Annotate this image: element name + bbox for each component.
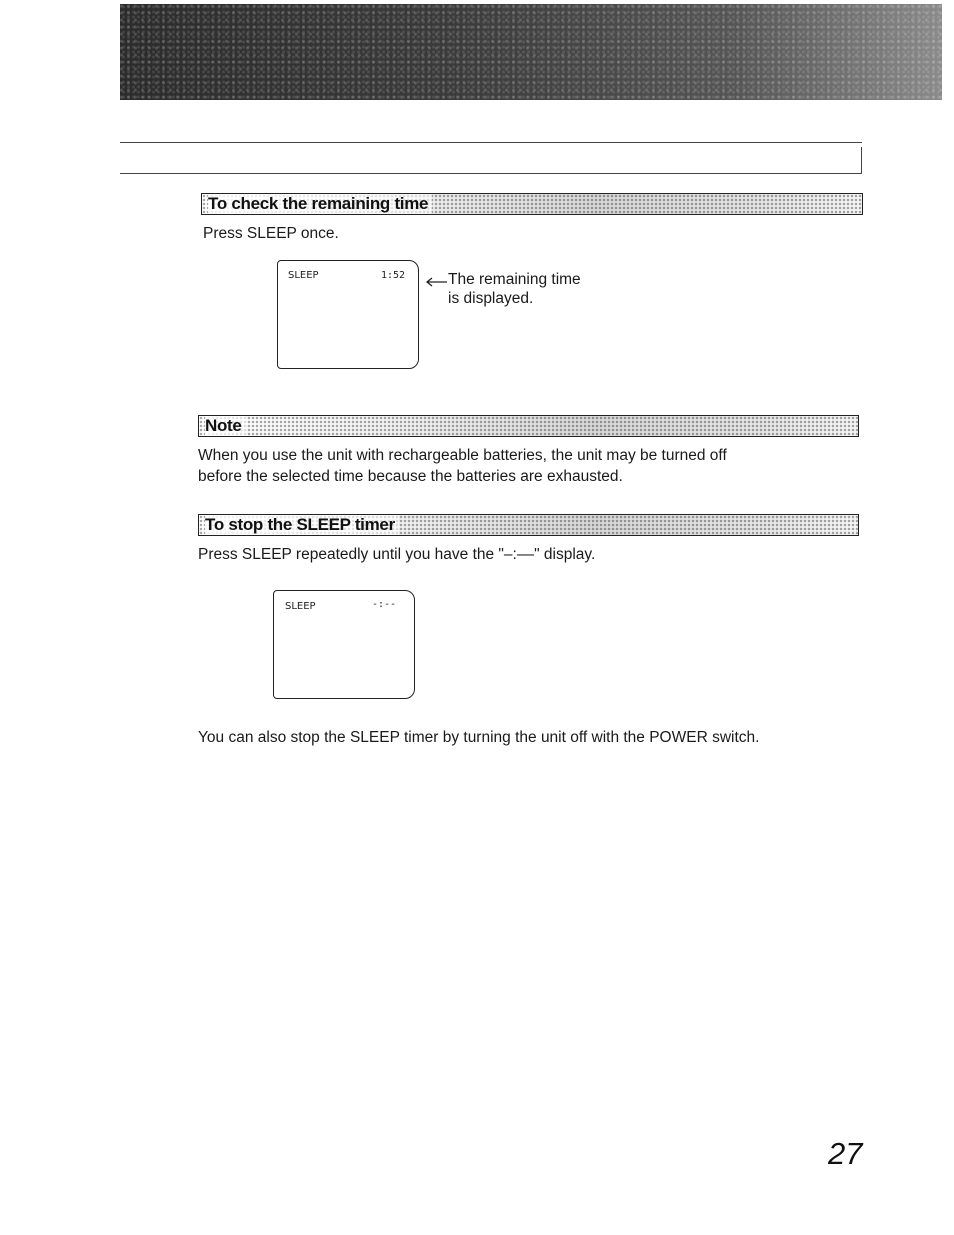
stop-instruction: Press SLEEP repeatedly until you have the "–:––" display. bbox=[198, 546, 596, 563]
section-header-stop bbox=[198, 514, 859, 536]
lcd-label: SLEEP bbox=[285, 601, 316, 612]
section-title-stop: To stop the SLEEP timer bbox=[205, 515, 399, 535]
section-title-note: Note bbox=[205, 416, 246, 436]
arrow-left-icon bbox=[424, 277, 448, 287]
lcd-display-off bbox=[273, 590, 415, 699]
lcd-value: 1:52 bbox=[381, 270, 406, 281]
note-line-1: When you use the unit with rechargeable batteries, the unit may be turned off bbox=[198, 447, 727, 464]
section-header-check bbox=[201, 193, 863, 215]
page-number: 27 bbox=[828, 1136, 863, 1171]
lcd-value: -:-- bbox=[372, 599, 397, 610]
lcd-display-remaining bbox=[277, 260, 419, 369]
section-title-check: To check the remaining time bbox=[208, 194, 432, 214]
note-line-2: before the selected time because the batteries are exhausted. bbox=[198, 468, 623, 485]
section-header-note bbox=[198, 415, 859, 437]
callout-line-2: is displayed. bbox=[448, 290, 534, 307]
callout-line-1: The remaining time bbox=[448, 271, 581, 288]
check-instruction: Press SLEEP once. bbox=[203, 225, 339, 242]
stop-footer-text: You can also stop the SLEEP timer by turning the unit off with the POWER switch. bbox=[198, 729, 760, 746]
header-banner bbox=[120, 4, 942, 100]
divider-box bbox=[120, 147, 862, 174]
divider-rule bbox=[120, 142, 862, 143]
lcd-label: SLEEP bbox=[288, 270, 319, 281]
